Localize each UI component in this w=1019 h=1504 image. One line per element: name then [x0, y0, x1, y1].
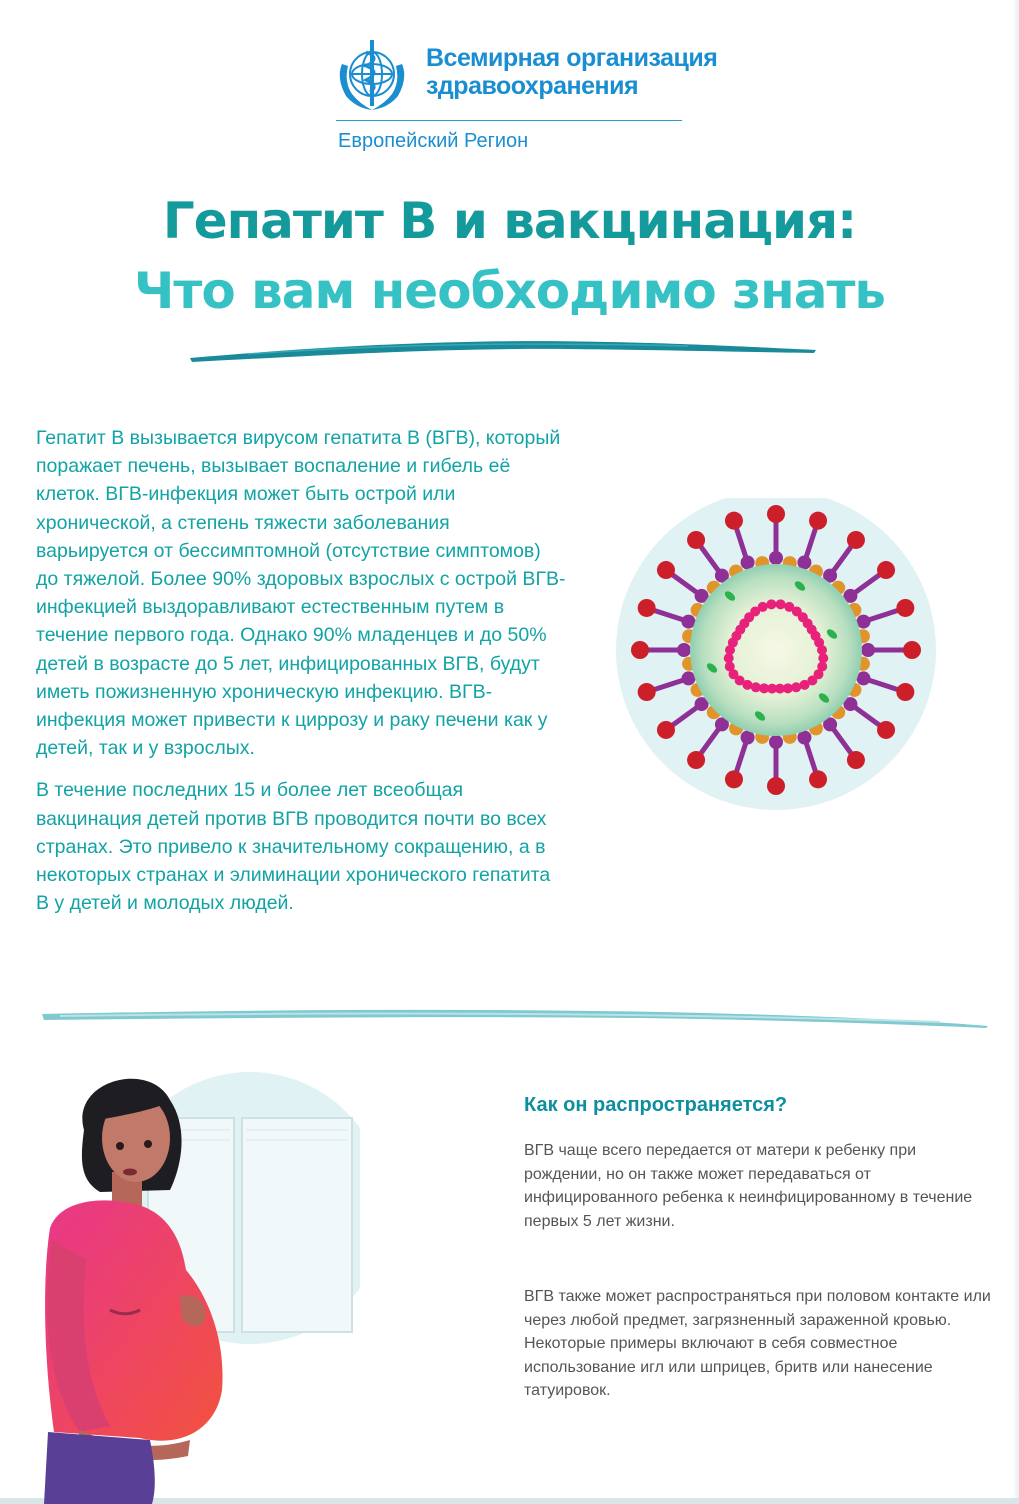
who-logo [330, 34, 718, 164]
spread-section [524, 1094, 994, 1455]
org-name-line1: Всемирная организация [426, 44, 718, 72]
title-line1: Гепатит В и вакцинация: [162, 192, 857, 250]
spread-heading: Как он распространяется? [524, 1094, 788, 1116]
intro-text [36, 424, 566, 931]
virus-spike-tip [725, 512, 743, 530]
org-name [426, 44, 718, 100]
virus-core-bead [814, 638, 824, 648]
intro-paragraph-1: Гепатит В вызывается вирусом гепатита В (ВГВ), который поражает печень, вызывает воспаление и гибель её клеток. ВГВ-инфекция может быть острой или хронической, а степень тяжести заболевания варьируется от бессимптомной (отсутствие симптомов) до тяжелой. Более 90% здоровых взрослых с острой ВГВ-инфекцией выздоравливают естественным путем в течение первого года. Однако 90% младенцев и до 50% детей в возрасте до 5 лет, инфицированных ВГВ, будут иметь пожизненную хроническую инфекцию. ВГВ-инфекция может привести к циррозу и раку печени как у детей, так и у взрослых. [36, 427, 566, 760]
virus-spike-tip [638, 599, 656, 617]
virus-core-bead [800, 680, 810, 690]
virus-spike-tip [687, 751, 705, 769]
virus-spike-tip [809, 512, 827, 530]
virus-spike-base [769, 551, 783, 565]
brush-divider-middle [40, 1004, 990, 1038]
virus-spike-tip [896, 683, 914, 701]
virus-spike-tip [809, 770, 827, 788]
virus-illustration [610, 498, 940, 814]
virus-spike-base [677, 643, 691, 657]
virus-spike-tip [847, 751, 865, 769]
virus-spike-tip [896, 599, 914, 617]
virus-spike-tip [631, 641, 649, 659]
region-label: Европейский Регион [338, 130, 529, 152]
virus-core-bead [776, 599, 786, 609]
pregnant-woman-illustration [40, 1060, 360, 1504]
spread-paragraph-2: ВГВ также может распространяться при половом контакте или через любой предмет, загрязненный зараженной кровью. Некоторые примеры включают в себя совместное использование игл или шприцев, бритв или нанесение татуировок. [524, 1288, 991, 1399]
spread-paragraph-1: ВГВ чаще всего передается от матери к ребенку при рождении, но он также может передаваться от инфицированного ребенка к неинфицированному в течение первых 5 лет жизни. [524, 1142, 973, 1230]
virus-spike-tip [725, 770, 743, 788]
virus-core-bead [751, 682, 761, 692]
who-emblem-icon [330, 34, 414, 118]
title-line2: Что вам необходимо знать [133, 262, 886, 320]
intro-paragraph-2: В течение последних 15 и более лет всеобщая вакцинация детей против ВГВ проводится почти во всех странах. Это привело к значительному сокращению, а в некоторых странах и элиминации хронического гепатита В у детей и молодых людей. [36, 779, 551, 915]
virus-spike-tip [767, 777, 785, 795]
page-title [0, 186, 1019, 326]
virus-spike-tip [638, 683, 656, 701]
virus-spike-tip [877, 721, 895, 739]
virus-spike-tip [847, 531, 865, 549]
virus-spike-tip [903, 641, 921, 659]
virus-spike-base [861, 643, 875, 657]
virus-spike-tip [687, 531, 705, 549]
virus-spike-tip [657, 561, 675, 579]
brush-divider-top [188, 330, 818, 366]
virus-spike-base [769, 735, 783, 749]
virus-spike-tip [657, 721, 675, 739]
virus-core-bead [766, 599, 776, 609]
virus-core-bead [758, 602, 768, 612]
org-name-line2: здравоохранения [426, 72, 639, 100]
virus-spike-tip [877, 561, 895, 579]
logo-divider [336, 120, 682, 121]
virus-spike-tip [767, 505, 785, 523]
